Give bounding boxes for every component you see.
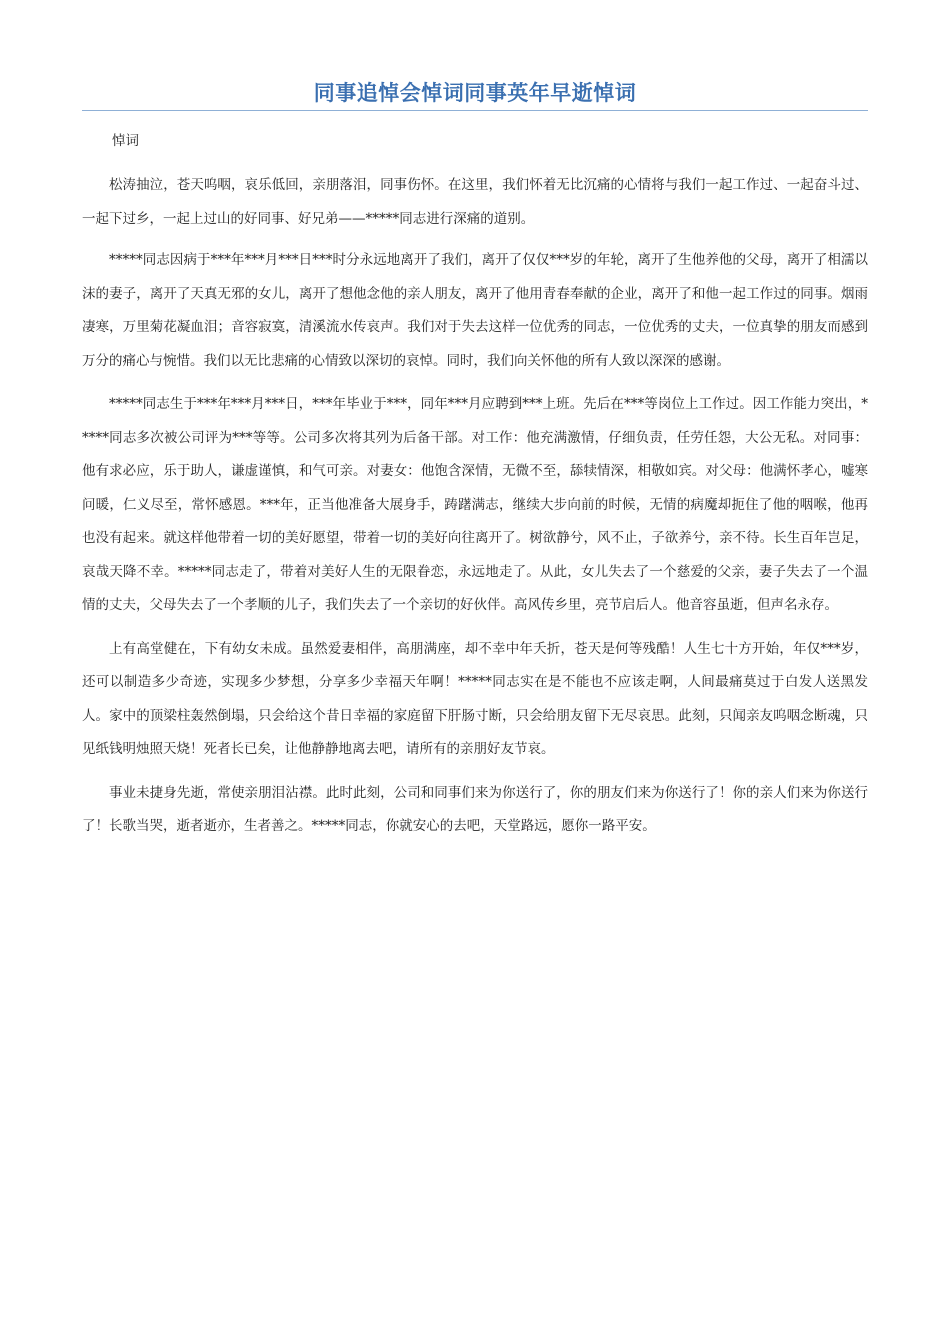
paragraph-2: *****同志因病于***年***月***日***时分永远地离开了我们，离开了仅仅***岁的年轮，离开了生他养他的父母，离开了相濡以沫的妻子，离开了天真无邪的女儿，离开了想他念他的亲人朋友，离开了他用青春奉献的企业，离开了和他一起工作过的同事。烟雨凄寒，万里菊花凝血泪；音容寂寞，清溪流水传哀声。我们对于失去这样一位优秀的同志，一位优秀的丈夫，一位真挚的朋友而感到万分的痛心与惋惜。我们以无比悲痛的心情致以深切的哀悼。同时，我们向关怀他的所有人致以深深的感谢。 — [82, 252, 868, 369]
document-title: 同事追悼会悼词同事英年早逝悼词 — [82, 78, 868, 111]
document-page — [82, 78, 868, 844]
paragraph-5: 事业未捷身先逝，常使亲朋泪沾襟。此时此刻，公司和同事们来为你送行了，你的朋友们来为你送行了！你的亲人们来为你送行了！长歌当哭，逝者逝亦，生者善之。*****同志，你就安心的去吧，天堂路远，愿你一路平安。 — [82, 784, 868, 834]
section-label: 悼词 — [112, 133, 139, 149]
paragraph-4: 上有高堂健在，下有幼女未成。虽然爱妻相伴，高朋满座，却不幸中年夭折，苍天是何等残酷！人生七十方开始，年仅***岁，还可以制造多少奇迹，实现多少梦想，分享多少幸福天年啊！*****同志实在是不能也不应该走啊，人间最痛莫过于白发人送黑发人。家中的顶梁柱轰然倒塌，只会给这个昔日幸福的家庭留下肝肠寸断，只会给朋友留下无尽哀思。此刻，只闻亲友呜咽念断魂，只见纸钱明烛照天烧！死者长已矣，让他静静地离去吧，请所有的亲朋好友节哀。 — [82, 640, 868, 757]
paragraph-3: *****同志生于***年***月***日，***年毕业于***，同年***月应聘到***上班。先后在***等岗位上工作过。因工作能力突出，*****同志多次被公司评为***等等。公司多次将其列为后备干部。对工作：他充满激情，仔细负责，任劳任怨，大公无私。对同事：他有求必应，乐于助人，谦虚谨慎，和气可亲。对妻女：他饱含深情，无微不至，舔犊情深，相敬如宾。对父母：他满怀孝心，嘘寒问暖，仁义尽至，常怀感恩。***年，正当他准备大展身手，踌躇满志，继续大步向前的时候，无情的病魔却扼住了他的咽喉，他再也没有起来。就这样他带着一切的美好愿望，带着一切的美好向往离开了。树欲静兮，风不止，子欲养兮，亲不待。长生百年岂足，哀哉天降不幸。*****同志走了，带着对美好人生的无限眷恋，永远地走了。从此，女儿失去了一个慈爱的父亲，妻子失去了一个温情的丈夫，父母失去了一个孝顺的儿子，我们失去了一个亲切的好伙伴。高风传乡里，亮节启后人。他音容虽逝，但声名永存。 — [82, 396, 868, 613]
paragraph-1: 松涛抽泣，苍天呜咽，哀乐低回，亲朋落泪，同事伤怀。在这里，我们怀着无比沉痛的心情将与我们一起工作过、一起奋斗过、一起下过乡，一起上过山的好同事、好兄弟——*****同志进行深痛的道别。 — [82, 177, 868, 227]
